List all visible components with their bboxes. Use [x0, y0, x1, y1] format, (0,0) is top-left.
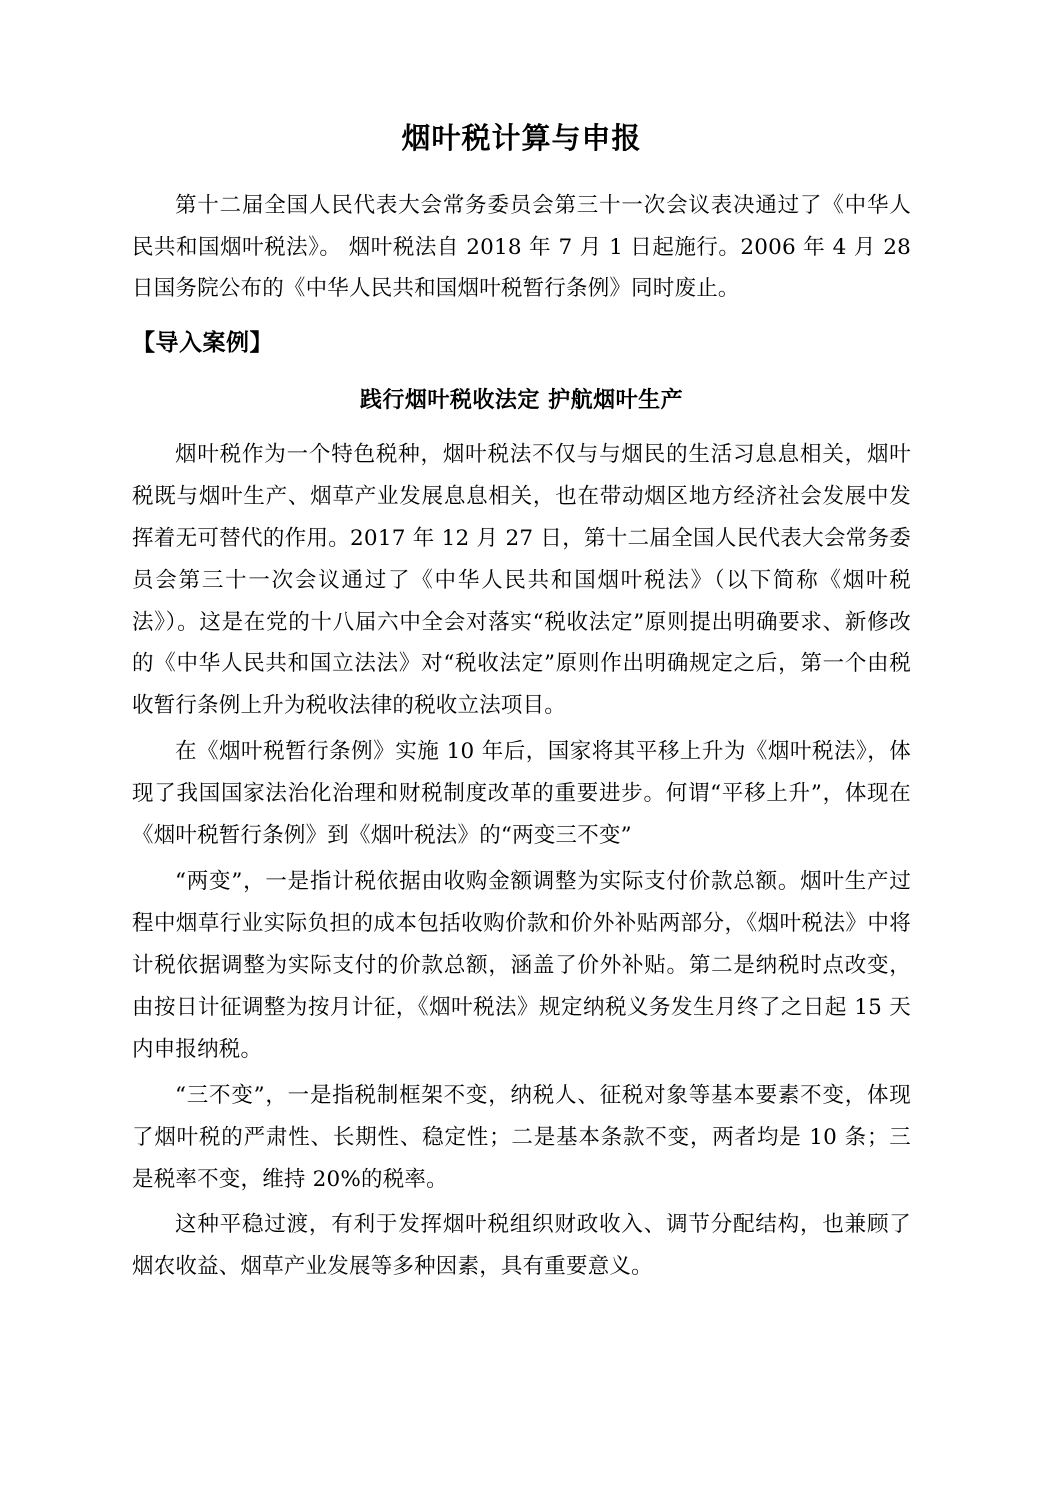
case-title: 践行烟叶税收法定 护航烟叶生产: [359, 387, 684, 413]
section-label-case-study: 【导入案例】: [132, 330, 273, 357]
paragraph-4: “三不变”，一是指税制框架不变，纳税人、征税对象等基本要素不变，体现了烟叶税的严肃性、长期性、稳定性；二是基本条款不变，两者均是 10 条；三是税率不变，维持 20%的税率。: [132, 1082, 911, 1192]
intro-paragraph: 第十二届全国人民代表大会常务委员会第三十一次会议表决通过了《中华人民共和国烟叶税法》。 烟叶税法自 2018 年 7 月 1 日起施行。2006 年 4 月 28 日国务院公布的《中华人民共和国烟叶税暂行条例》同时废止。: [132, 192, 911, 302]
page-title: 烟叶税计算与申报: [401, 121, 642, 155]
paragraph-3: “两变”，一是指计税依据由收购金额调整为实际支付价款总额。烟叶生产过程中烟草行业实际负担的成本包括收购价款和价外补贴两部分，《烟叶税法》中将计税依据调整为实际支付的价款总额，涵盖了价外补贴。第二是纳税时点改变，由按日计征调整为按月计征，《烟叶税法》规定纳税义务发生月终了之日起 15 天内申报纳税。: [132, 869, 911, 1062]
paragraph-5: 这种平稳过渡，有利于发挥烟叶税组织财政收入、调节分配结构，也兼顾了烟农收益、烟草产业发展等多种因素，具有重要意义。: [132, 1212, 911, 1280]
paragraph-1: 烟叶税作为一个特色税种，烟叶税法不仅与与烟民的生活习息息相关，烟叶税既与烟叶生产、烟草产业发展息息相关，也在带动烟区地方经济社会发展中发挥着无可替代的作用。2017 年 12 月 27 日，第十二届全国人民代表大会常务委员会第三十一次会议通过了《中华人民共和国烟叶税法》（以下简称《烟叶税法》）。这是在党的十八届六中全会对落实“税收法定”原则提出明确要求、新修改的《中华人民共和国立法法》对“税收法定”原则作出明确规定之后，第一个由税收暂行条例上升为税收法律的税收立法项目。: [132, 441, 911, 719]
paragraph-2: 在《烟叶税暂行条例》实施 10 年后，国家将其平移上升为《烟叶税法》，体现了我国国家法治化治理和财税制度改革的重要进步。何谓“平移上升”，体现在《烟叶税暂行条例》到《烟叶税法》的“两变三不变”: [132, 739, 911, 849]
